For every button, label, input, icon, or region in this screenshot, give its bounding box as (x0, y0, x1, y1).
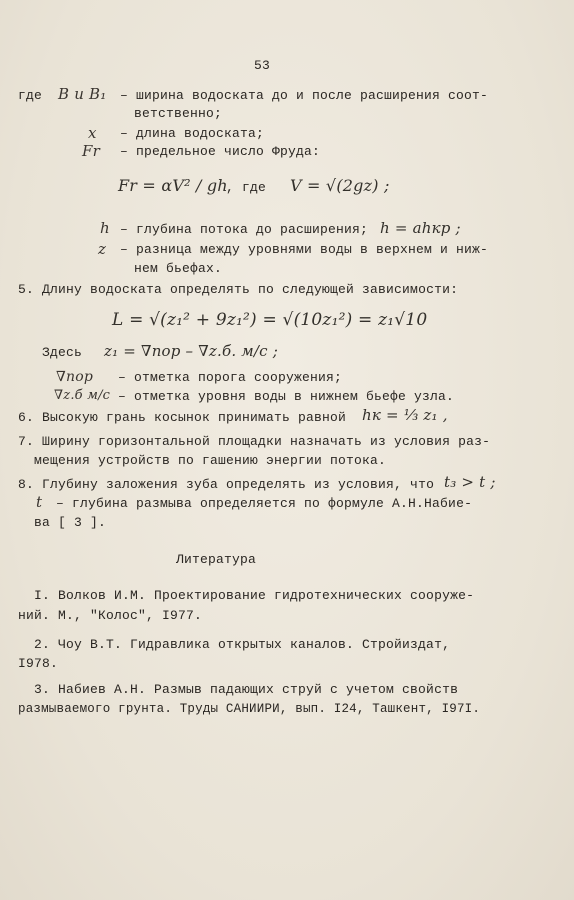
formula-froude: Fr = αV² / gh (118, 176, 228, 195)
definition-fr: – предельное число Фруда: (120, 144, 321, 159)
reference-3-line2: размываемого грунта. Труды САНИИРИ, вып. I24, Ташкент, I97I. (18, 702, 481, 716)
definition-h: – глубина потока до расширения; (120, 222, 369, 237)
formula-h: h = ahкр ; (380, 219, 461, 237)
definition-b-line2: ветственно; (134, 106, 223, 121)
symbol-b: B и B₁ (58, 85, 107, 103)
symbol-threshold-mark: ∇пор (56, 369, 93, 385)
symbol-h: h (100, 219, 110, 237)
item-5: 5. Длину водоската определять по следующей зависимости: (18, 282, 459, 297)
symbol-x: x (88, 124, 97, 142)
reference-1-line2: ний. М., "Колос", I977. (18, 608, 203, 623)
symbol-fr: Fr (82, 142, 100, 160)
item-7-line1: 7. Ширину горизонтальной площадки назначать из условия раз- (18, 434, 491, 449)
definition-z-line2: нем бьефах. (134, 261, 223, 276)
symbol-tailwater-mark: ∇z.б м/с (54, 388, 111, 403)
here-label: Здесь (42, 345, 83, 360)
definition-z-line1: – разница между уровнями воды в верхнем и ниж- (120, 242, 489, 257)
reference-2-line1: 2. Чоу В.Т. Гидравлика открытых каналов. Стройиздат, (34, 637, 451, 652)
item-8-line3: ва [ 3 ]. (34, 515, 107, 530)
where-label: где (18, 88, 43, 103)
page-number: 53 (254, 58, 271, 73)
definition-threshold-mark: – отметка порога сооружения; (118, 370, 343, 385)
definition-b-line1: – ширина водоската до и после расширения соот- (120, 88, 489, 103)
reference-1-line1: I. Волков И.М. Проектирование гидротехнических сооруже- (34, 588, 475, 603)
item-7-line2: мещения устройств по гашению энергии потока. (34, 453, 387, 468)
formula-z1: z₁ = ∇пор – ∇z.б. м/с ; (104, 342, 278, 360)
formula-where: , где (226, 180, 267, 195)
formula-velocity: V = √(2gz) ; (290, 176, 390, 195)
definition-x: – длина водоската; (120, 126, 265, 141)
item-8-line2: – глубина размыва определяется по формуле А.Н.Набие- (56, 496, 473, 511)
formula-hk: hк = ⅓ z₁ , (362, 406, 448, 424)
definition-tailwater-mark: – отметка уровня воды в нижнем бьефе узла. (118, 389, 455, 404)
item-8-line1: 8. Глубину заложения зуба определять из условия, что (18, 477, 435, 492)
literature-heading: Литература (176, 552, 257, 567)
item-6: 6. Высокую грань косынок принимать равной (18, 410, 347, 425)
formula-length: L = √(z₁² + 9z₁²) = √(10z₁²) = z₁√10 (112, 310, 428, 330)
symbol-z: z (98, 240, 107, 258)
symbol-t: t (36, 493, 43, 511)
reference-2-line2: I978. (18, 656, 59, 671)
reference-3-line1: 3. Набиев А.Н. Размыв падающих струй с учетом свойств (34, 682, 459, 697)
formula-tooth-depth: t₃ > t ; (444, 473, 496, 491)
